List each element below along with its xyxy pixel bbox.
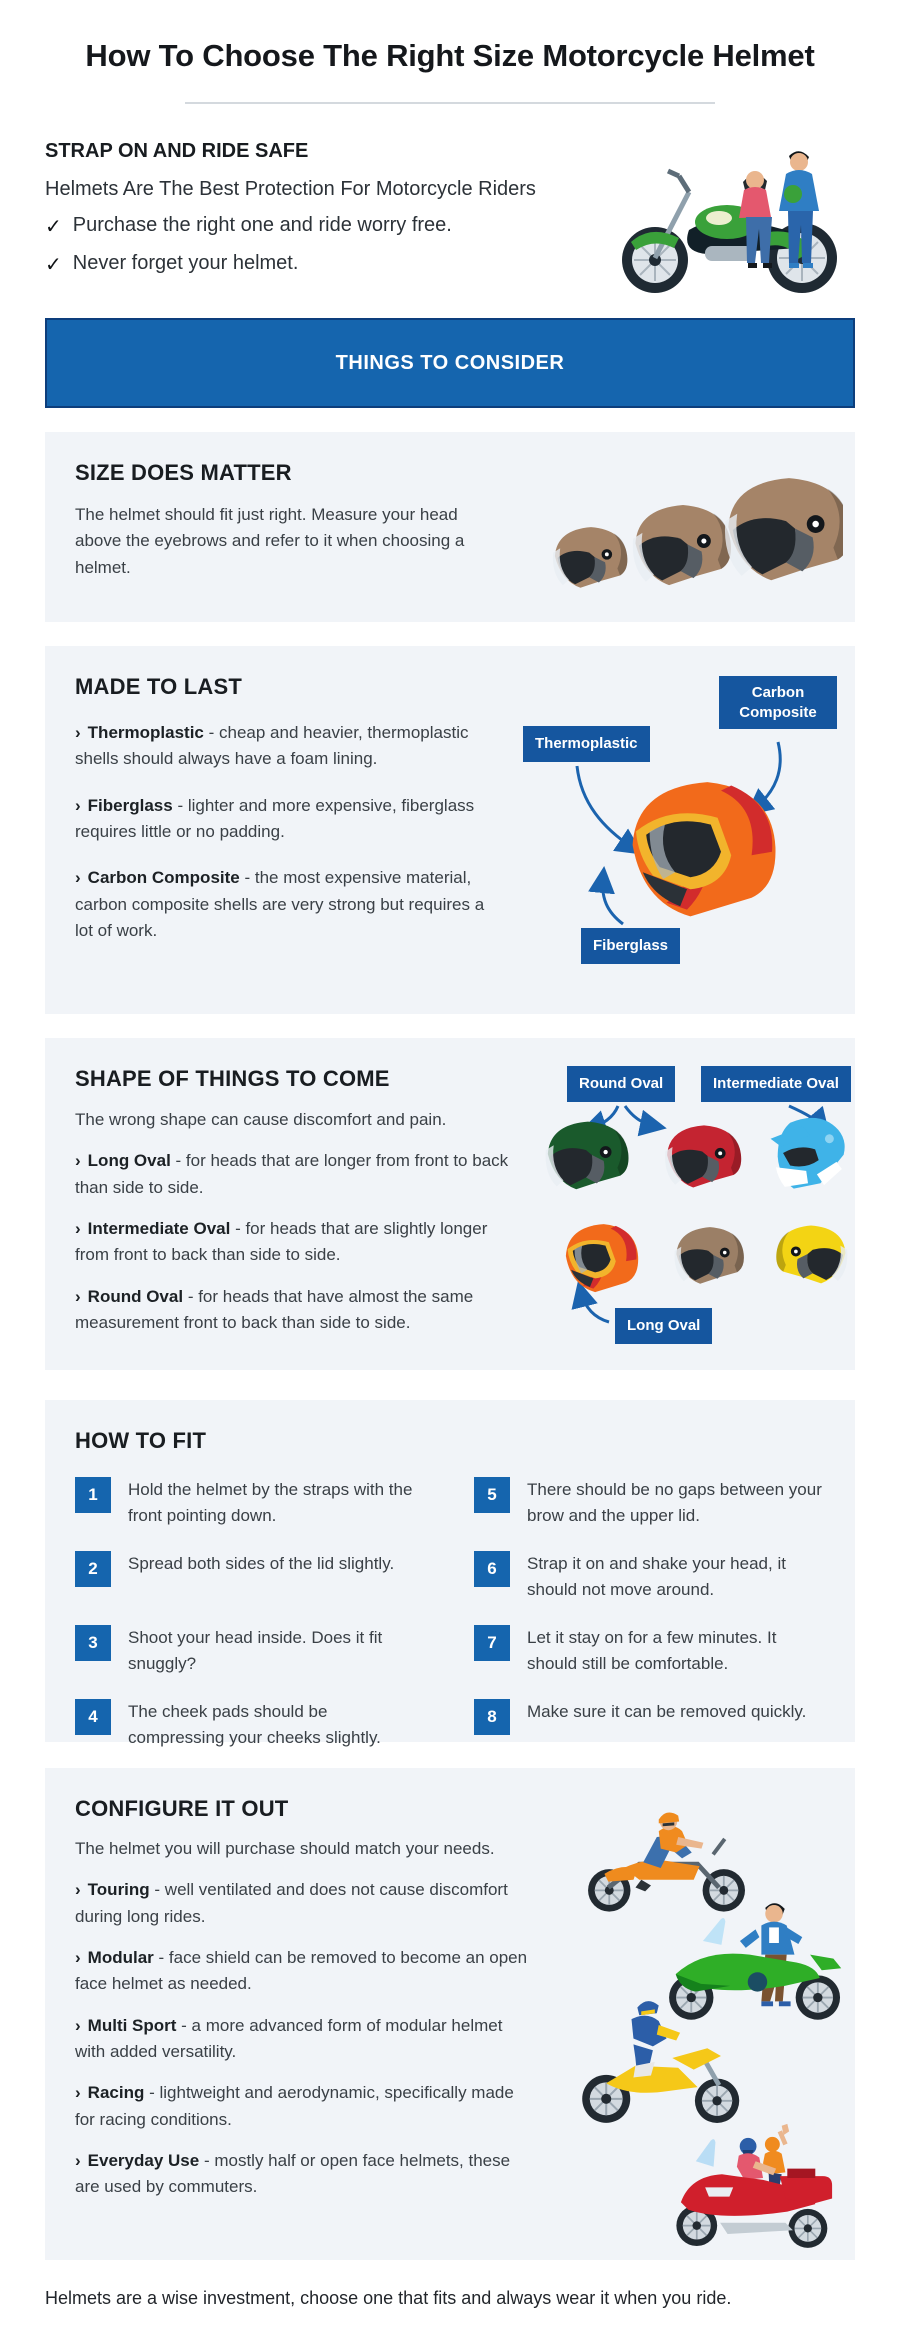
- fit-step: [75, 1551, 426, 1602]
- page-title: How To Choose The Right Size Motorcycle Helmet: [85, 38, 815, 73]
- step-text: The cheek pads should be compressing your cheeks slightly.: [128, 1702, 381, 1747]
- full-face-helmet-illustration: [619, 760, 789, 930]
- check-icon: ✓: [45, 254, 62, 276]
- section-body: The helmet should fit just right. Measure your head above the eyebrows and refer to it when choosing a helmet.: [75, 505, 465, 577]
- intro-check-item: [45, 252, 536, 277]
- configure-bullet: [75, 1877, 537, 1930]
- step-number-badge: 2: [75, 1551, 111, 1587]
- bullet-desc: - cheap and heavier, thermoplastic shells should always have a foam lining.: [75, 723, 469, 769]
- riders-motorcycle-illustration: [605, 136, 855, 301]
- section-body: The helmet you will purchase should match your needs.: [75, 1839, 495, 1858]
- long-oval-helmet-illustration: [559, 1214, 645, 1298]
- things-to-consider-banner: [45, 318, 855, 408]
- title-divider: [185, 102, 715, 104]
- bullet-term: Everyday Use: [87, 2151, 200, 2171]
- bullet-term: Multi Sport: [87, 2015, 177, 2035]
- section-title: SIZE DOES MATTER: [75, 460, 292, 485]
- section-card-shape: [45, 1038, 855, 1370]
- chevron-bullet-icon: ›: [75, 795, 81, 815]
- intro-text: [45, 136, 536, 304]
- shape-bullet: [75, 1284, 523, 1337]
- section-card-size: [45, 432, 855, 622]
- bullet-desc: - mostly half or open face helmets, these are used by commuters.: [75, 2151, 511, 2197]
- fit-step: [474, 1477, 825, 1528]
- step-number-badge: 6: [474, 1551, 510, 1587]
- fit-step: [75, 1625, 426, 1676]
- fit-step: [474, 1551, 825, 1602]
- chevron-bullet-icon: ›: [75, 868, 81, 888]
- bullet-desc: - a more advanced form of modular helmet with added versatility.: [75, 2015, 503, 2062]
- chevron-bullet-icon: ›: [75, 2015, 81, 2035]
- fit-steps-grid: [75, 1477, 825, 1750]
- chevron-bullet-icon: ›: [75, 2151, 81, 2171]
- intermediate-oval-label: Intermediate Oval: [701, 1066, 851, 1102]
- infographic-page: [0, 38, 900, 2352]
- chevron-bullet-icon: ›: [75, 2083, 81, 2103]
- banner-label: THINGS TO CONSIDER: [335, 351, 565, 374]
- bullet-desc: - the most expensive material, carbon composite shells are very strong but requires a lot of work.: [75, 868, 485, 941]
- configure-bullet: [75, 2148, 537, 2201]
- check-text: Never forget your helmet.: [72, 252, 299, 274]
- step-number-badge: 3: [75, 1625, 111, 1661]
- bullet-desc: - for heads that are longer from front to back than side to side.: [75, 1151, 509, 1197]
- chevron-bullet-icon: ›: [75, 1880, 81, 1900]
- bullet-desc: - lightweight and aerodynamic, specifically made for racing conditions.: [75, 2083, 514, 2129]
- step-text: Shoot your head inside. Does it fit snuggly?: [128, 1628, 383, 1673]
- bullet-term: Touring: [87, 1880, 150, 1900]
- chevron-bullet-icon: ›: [75, 1948, 81, 1968]
- open-face-helmet-illustration: [659, 1118, 749, 1194]
- intro-heading: STRAP ON AND RIDE SAFE: [45, 140, 309, 162]
- section-card-fit: [45, 1400, 855, 1747]
- long-oval-label: Long Oval: [615, 1308, 712, 1344]
- bullet-desc: - for heads that have almost the same measurement front to back than side to side.: [75, 1286, 474, 1333]
- chevron-bullet-icon: ›: [75, 723, 81, 742]
- step-number-badge: 7: [474, 1625, 510, 1661]
- step-text: Hold the helmet by the straps with the front pointing down.: [128, 1480, 413, 1525]
- helmet-shapes-diagram: [523, 1062, 853, 1358]
- check-icon: ✓: [45, 216, 62, 238]
- shape-bullet: [75, 1216, 523, 1269]
- fit-step: [474, 1699, 825, 1750]
- intro-subheading: Helmets Are The Best Protection For Motorcycle Riders: [45, 178, 536, 200]
- chevron-bullet-icon: ›: [75, 1286, 81, 1306]
- three-helmet-sizes-illustration: [543, 446, 843, 606]
- step-text: Make sure it can be removed quickly.: [527, 1702, 807, 1721]
- bullet-term: Carbon Composite: [87, 868, 240, 888]
- bullet-desc: - well ventilated and does not cause discomfort during long rides.: [75, 1880, 508, 1926]
- step-text: There should be no gaps between your brow and the upper lid.: [527, 1480, 822, 1525]
- shape-text: [75, 1066, 523, 1336]
- configure-bullet: [75, 2080, 537, 2133]
- bullet-desc: - lighter and more expensive, fiberglass requires little or no padding.: [75, 795, 475, 842]
- bullet-term: Modular: [87, 1948, 154, 1968]
- step-text: Let it stay on for a few minutes. It should still be comfortable.: [527, 1628, 777, 1673]
- motorcycle-types-illustrations: [529, 1792, 849, 2238]
- bullet-desc: - for heads that are slightly longer from front to back than side to side.: [75, 1219, 488, 1265]
- step-number-badge: 8: [474, 1699, 510, 1735]
- section-title: MADE TO LAST: [75, 674, 242, 699]
- step-text: Spread both sides of the lid slightly.: [128, 1554, 395, 1573]
- configure-text: [75, 1796, 537, 2201]
- chevron-bullet-icon: ›: [75, 1151, 81, 1171]
- section-title: HOW TO FIT: [75, 1428, 207, 1453]
- section-title: SHAPE OF THINGS TO COME: [75, 1066, 390, 1091]
- material-bullet: [75, 865, 493, 944]
- fit-step: [75, 1699, 426, 1750]
- bullet-term: Intermediate Oval: [87, 1219, 231, 1239]
- shape-bullet: [75, 1148, 523, 1201]
- chevron-bullet-icon: ›: [75, 1219, 81, 1239]
- configure-bullet: [75, 2013, 537, 2066]
- open-face-helmet-illustration: [669, 1220, 751, 1290]
- step-number-badge: 5: [474, 1477, 510, 1513]
- dirt-bike-rider-illustration: [579, 1988, 754, 2128]
- section-body: The wrong shape can cause discomfort and pain.: [75, 1110, 447, 1129]
- fit-step: [474, 1625, 825, 1676]
- material-bullet: [75, 793, 493, 846]
- bullet-term: Fiberglass: [87, 795, 173, 815]
- step-number-badge: 4: [75, 1699, 111, 1735]
- round-oval-helmet-illustration: [539, 1114, 637, 1196]
- section-card-configure: [45, 1768, 855, 2260]
- footer-note: Helmets are a wise investment, choose one that fits and always wear it when you ride.: [45, 2288, 732, 2308]
- step-number-badge: 1: [75, 1477, 111, 1513]
- materials-helmet-diagram: [523, 668, 843, 988]
- step-text: Strap it on and shake your head, it should not move around.: [527, 1554, 786, 1599]
- intro-check-item: [45, 214, 536, 239]
- fit-step: [75, 1477, 426, 1528]
- bullet-term: Thermoplastic: [87, 723, 204, 742]
- bullet-term: Round Oval: [87, 1286, 184, 1306]
- section-title: CONFIGURE IT OUT: [75, 1796, 289, 1821]
- touring-couple-illustration: [664, 2122, 849, 2248]
- bullet-term: Long Oval: [87, 1151, 171, 1171]
- configure-bullet: [75, 1945, 537, 1998]
- check-text: Purchase the right one and ride worry free.: [72, 214, 452, 236]
- bullet-desc: - face shield can be removed to become an open face helmet as needed.: [75, 1948, 528, 1994]
- materials-text: [75, 674, 493, 944]
- fiberglass-label: Fiberglass: [581, 928, 680, 964]
- intro-section: [45, 136, 855, 304]
- round-oval-label: Round Oval: [567, 1066, 675, 1102]
- thermoplastic-label: Thermoplastic: [523, 726, 650, 762]
- motocross-helmet-illustration: [761, 1112, 855, 1194]
- section-card-materials: [45, 646, 855, 1014]
- bullet-term: Racing: [87, 2083, 145, 2103]
- half-helmet-illustration: [769, 1218, 853, 1290]
- touring-rider-illustration: [585, 1792, 750, 1914]
- carbon-composite-label: Carbon Composite: [719, 676, 837, 729]
- material-bullet: [75, 720, 493, 773]
